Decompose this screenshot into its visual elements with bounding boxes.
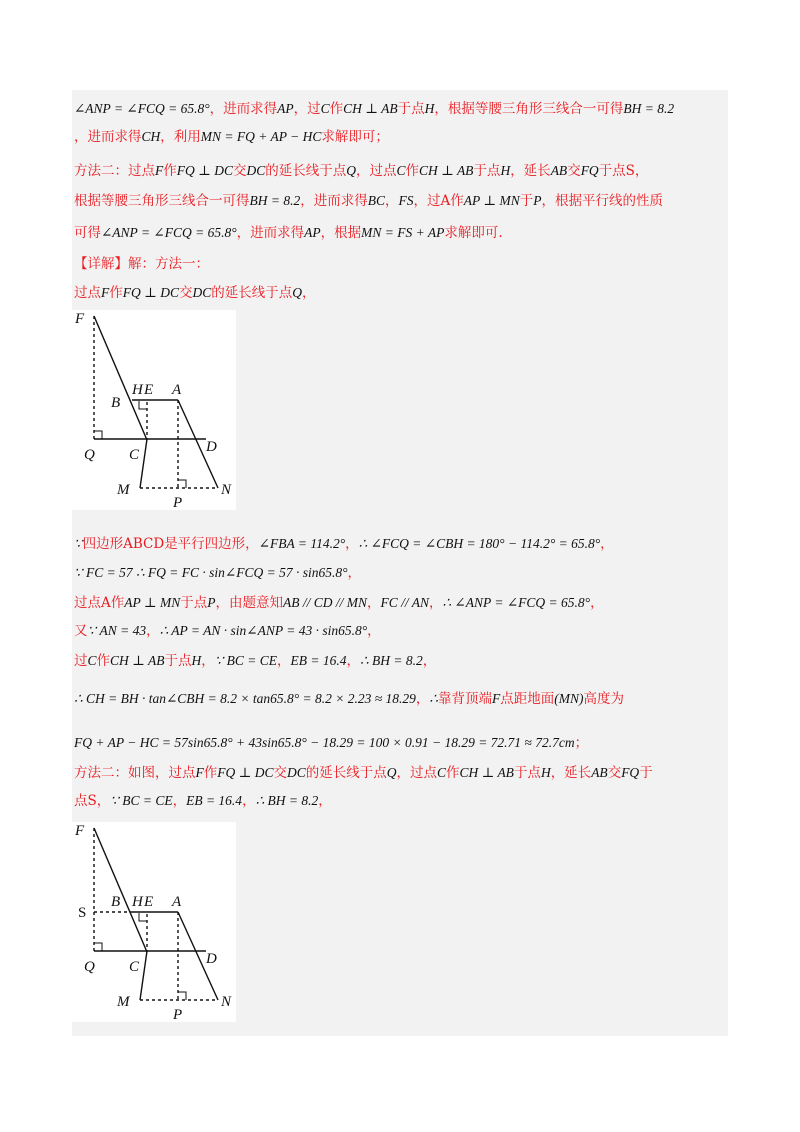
text-run: 求解即可； — [321, 129, 389, 145]
text-run: 于点 — [397, 101, 425, 117]
text-run: 于点S， — [598, 163, 649, 179]
math-run: CH ⊥ AB — [110, 653, 165, 668]
math-run: BH = 8.2 — [623, 101, 675, 116]
segment-CM-2 — [140, 951, 147, 1000]
math-run: Q — [346, 163, 356, 178]
text-run: 作 — [109, 285, 123, 301]
label-P-2: P — [173, 1007, 183, 1022]
text-line-15 — [74, 764, 653, 782]
label-Q: Q — [84, 447, 95, 463]
label-D: D — [206, 439, 217, 455]
text-line-10 — [74, 594, 604, 612]
figure-method-one — [72, 310, 236, 510]
text-run: ，过A作 — [413, 193, 464, 209]
label-F: F — [75, 311, 85, 327]
text-run: 方法二：如图，过点 — [74, 765, 196, 781]
math-run: ∴ BH = 8.2 — [255, 793, 319, 808]
math-run: FQ — [621, 765, 640, 780]
math-run: ∴ CH = BH · tan∠CBH = 8.2 × tan65.8° = 8.2 × 2.23 ≈ 18.29 — [74, 691, 416, 706]
text-run: 的延长线于点 — [211, 285, 293, 301]
text-run: ， — [367, 623, 381, 639]
text-run: ， — [366, 595, 381, 611]
text-run: ， — [415, 691, 430, 707]
text-run: 可得 — [74, 225, 101, 241]
text-run: 交 — [607, 765, 622, 781]
right-angle-Q-2 — [94, 943, 102, 951]
right-angle-Q — [94, 431, 102, 439]
text-run: ，过 — [293, 101, 321, 117]
text-line-11 — [74, 622, 381, 640]
math-run: FS — [398, 193, 414, 208]
text-run: 作 — [445, 765, 460, 781]
math-run: CH ⊥ AB — [459, 765, 514, 780]
math-run: DC — [246, 163, 266, 178]
label-E-2: E — [144, 894, 154, 910]
text-run: ，根据 — [320, 225, 362, 241]
text-line-6 — [74, 255, 209, 273]
figure-1-svg — [72, 310, 236, 510]
figure-2-svg — [72, 822, 236, 1022]
math-run: ∵ BC = CE — [110, 793, 173, 808]
text-run: 于 — [639, 765, 653, 781]
text-run: 四边形ABCD是平行四边形， — [82, 536, 259, 552]
text-line-14 — [74, 734, 588, 752]
label-B: B — [111, 395, 121, 411]
math-run: FQ ⊥ DC — [217, 765, 274, 780]
math-run: F — [155, 163, 164, 178]
math-run: P — [533, 193, 542, 208]
math-run: FQ ⊥ DC — [122, 285, 179, 300]
text-line-2 — [74, 128, 389, 146]
label-P: P — [173, 495, 183, 510]
math-run: MN = FQ + AP − HC — [200, 129, 322, 144]
text-run: 作 — [96, 653, 111, 669]
text-run: 作 — [329, 101, 344, 117]
label-C-2: C — [129, 959, 140, 975]
text-run: 过 — [74, 653, 88, 669]
math-run: ∠ANP = ∠FCQ = 65.8° — [101, 225, 237, 240]
text-line-9 — [74, 564, 361, 582]
text-run: 求解即可. — [444, 225, 503, 241]
text-run: ，利用 — [160, 129, 201, 145]
math-run: FQ + AP − HC = 57sin65.8° + 43sin65.8° − 18.29 = 100 × 0.91 − 18.29 = 72.71 ≈ 72.7cm — [74, 735, 575, 750]
text-run: 过点A作 — [74, 595, 125, 611]
math-run: ∵ BC = CE — [214, 653, 278, 668]
text-line-16 — [74, 792, 332, 810]
math-run: EB = 16.4 — [186, 793, 243, 808]
label-H: H — [132, 382, 143, 398]
right-angle-H-2 — [139, 913, 147, 921]
label-Q-2: Q — [84, 959, 95, 975]
text-run: ， — [590, 595, 604, 611]
text-run: 高度为 — [583, 691, 624, 707]
math-run: (MN) — [554, 691, 584, 706]
text-run: ，根据平行线的性质 — [541, 193, 663, 209]
label-D-2: D — [206, 951, 217, 967]
text-line-5 — [74, 224, 503, 242]
text-line-13 — [74, 690, 624, 708]
text-run: 于点 — [473, 163, 501, 179]
text-run: ； — [574, 735, 589, 751]
text-run: 靠背顶端 — [437, 691, 492, 707]
text-run: 交 — [232, 163, 247, 179]
text-run: ， — [242, 793, 256, 809]
text-run: ， — [428, 595, 443, 611]
math-run: CH — [141, 129, 161, 144]
text-line-8 — [74, 535, 614, 553]
text-run: 交 — [178, 285, 193, 301]
text-run: 于点 — [180, 595, 208, 611]
label-A: A — [172, 382, 182, 398]
segment-FC-2 — [94, 828, 147, 952]
math-run: CH ⊥ AB — [343, 101, 398, 116]
text-run: ，过点 — [355, 163, 397, 179]
math-run: F — [195, 765, 204, 780]
math-run: ∴ AP = AN · sin∠ANP = 43 · sin65.8° — [159, 623, 368, 638]
math-run: ∵ — [74, 536, 83, 551]
math-run: H — [500, 163, 511, 178]
text-line-7 — [74, 284, 315, 302]
math-run: FC // AN — [380, 595, 429, 610]
math-run: ∴ ∠FCQ = ∠CBH = 180° − 114.2° = 65.8° — [358, 536, 601, 551]
math-run: C — [436, 765, 446, 780]
math-run: ∴ ∠ANP = ∠FCQ = 65.8° — [442, 595, 591, 610]
math-run: C — [320, 101, 330, 116]
text-run: ， — [301, 285, 316, 301]
math-run: MN = FS + AP — [361, 225, 445, 240]
math-run: CH ⊥ AB — [418, 163, 474, 178]
math-run: DC — [192, 285, 212, 300]
text-line-1 — [74, 100, 674, 118]
figure-method-two — [72, 822, 236, 1022]
text-run: ， — [385, 193, 399, 209]
math-run: C — [87, 653, 97, 668]
text-run: 作 — [163, 163, 177, 179]
text-run: 根据等腰三角形三线合一可得 — [74, 193, 250, 209]
text-run: 交 — [273, 765, 287, 781]
label-C: C — [129, 447, 140, 463]
label-E: E — [144, 382, 154, 398]
text-run: ，由题意知 — [215, 595, 283, 611]
math-run: C — [396, 163, 406, 178]
text-run: 点S， — [74, 793, 111, 809]
label-N-2: N — [221, 994, 232, 1010]
label-B-2: B — [111, 894, 121, 910]
math-run: AB — [591, 765, 608, 780]
text-run: ， — [347, 565, 361, 581]
math-run: F — [101, 285, 110, 300]
text-run: ，延长 — [550, 765, 592, 781]
math-run: AP — [277, 101, 294, 116]
text-run: ，过点 — [396, 765, 437, 781]
math-run: BC — [367, 193, 385, 208]
math-run: EB = 16.4 — [290, 653, 347, 668]
math-run: AP — [304, 225, 321, 240]
text-run: 交 — [567, 163, 581, 179]
math-run: Q — [386, 765, 397, 780]
text-run: ， — [277, 653, 291, 669]
math-run: FQ ⊥ DC — [176, 163, 233, 178]
text-run: 又 — [74, 623, 88, 639]
text-run: 于点 — [513, 765, 541, 781]
math-run: AP ⊥ MN — [463, 193, 520, 208]
text-line-4 — [74, 192, 663, 210]
text-run: ， — [172, 793, 187, 809]
text-run: ， — [201, 653, 215, 669]
math-run: AB // CD // MN — [282, 595, 367, 610]
label-F-2: F — [75, 823, 85, 839]
text-run: ，进而求得 — [300, 193, 368, 209]
right-angle-P — [178, 480, 186, 488]
text-run: ， — [600, 536, 614, 552]
math-run: H — [191, 653, 202, 668]
math-run: ∠FBA = 114.2° — [258, 536, 346, 551]
math-run: Q — [292, 285, 302, 300]
math-run: ∵ FC = 57 ∴ FQ = FC · sin∠FCQ = 57 · sin65.8° — [74, 565, 348, 580]
math-run: ∴ — [429, 691, 438, 706]
label-A-2: A — [172, 894, 182, 910]
text-run: 于 — [519, 193, 534, 209]
text-run: ，进而求得 — [74, 129, 142, 145]
text-run: ，延长 — [510, 163, 551, 179]
text-run: 方法二：过点 — [74, 163, 155, 179]
text-line-3 — [74, 162, 648, 180]
text-run: ， — [146, 623, 160, 639]
math-run: ∠ANP = ∠FCQ = 65.8° — [74, 101, 210, 116]
text-run: ， — [422, 653, 437, 669]
label-M-2: M — [117, 994, 130, 1010]
text-run: 【详解】解：方法一： — [74, 256, 209, 272]
math-run: F — [491, 691, 501, 706]
text-line-12 — [74, 652, 436, 670]
math-run: FQ — [580, 163, 599, 178]
math-run: BH = 8.2 — [249, 193, 301, 208]
text-run: ， — [345, 536, 359, 552]
segment-FC — [94, 316, 147, 440]
right-angle-H — [139, 401, 147, 409]
text-run: ，根据等腰三角形三线合一可得 — [434, 101, 624, 117]
text-run: ， — [346, 653, 361, 669]
label-H-2: H — [132, 894, 143, 910]
text-run: 的延长线于点 — [305, 765, 387, 781]
text-run: ，进而求得 — [209, 101, 278, 117]
math-run: AP ⊥ MN — [124, 595, 181, 610]
text-run: 作 — [405, 163, 419, 179]
math-run: DC — [286, 765, 306, 780]
text-run: 点距地面 — [500, 691, 555, 707]
label-M: M — [117, 482, 130, 498]
text-run: 于点 — [164, 653, 192, 669]
text-run: 作 — [203, 765, 218, 781]
math-run: H — [424, 101, 435, 116]
label-N: N — [221, 482, 232, 498]
right-angle-P-2 — [178, 992, 186, 1000]
math-run: P — [207, 595, 216, 610]
label-S-2: S — [78, 905, 87, 921]
text-run: 的延长线于点 — [265, 163, 347, 179]
segment-CM — [140, 439, 147, 488]
math-run: H — [540, 765, 551, 780]
math-run: ∵ AN = 43 — [87, 623, 147, 638]
text-run: ， — [318, 793, 332, 809]
text-run: 过点 — [74, 285, 101, 301]
math-run: ∴ BH = 8.2 — [360, 653, 423, 668]
text-run: ，进而求得 — [236, 225, 305, 241]
math-run: AB — [550, 163, 568, 178]
